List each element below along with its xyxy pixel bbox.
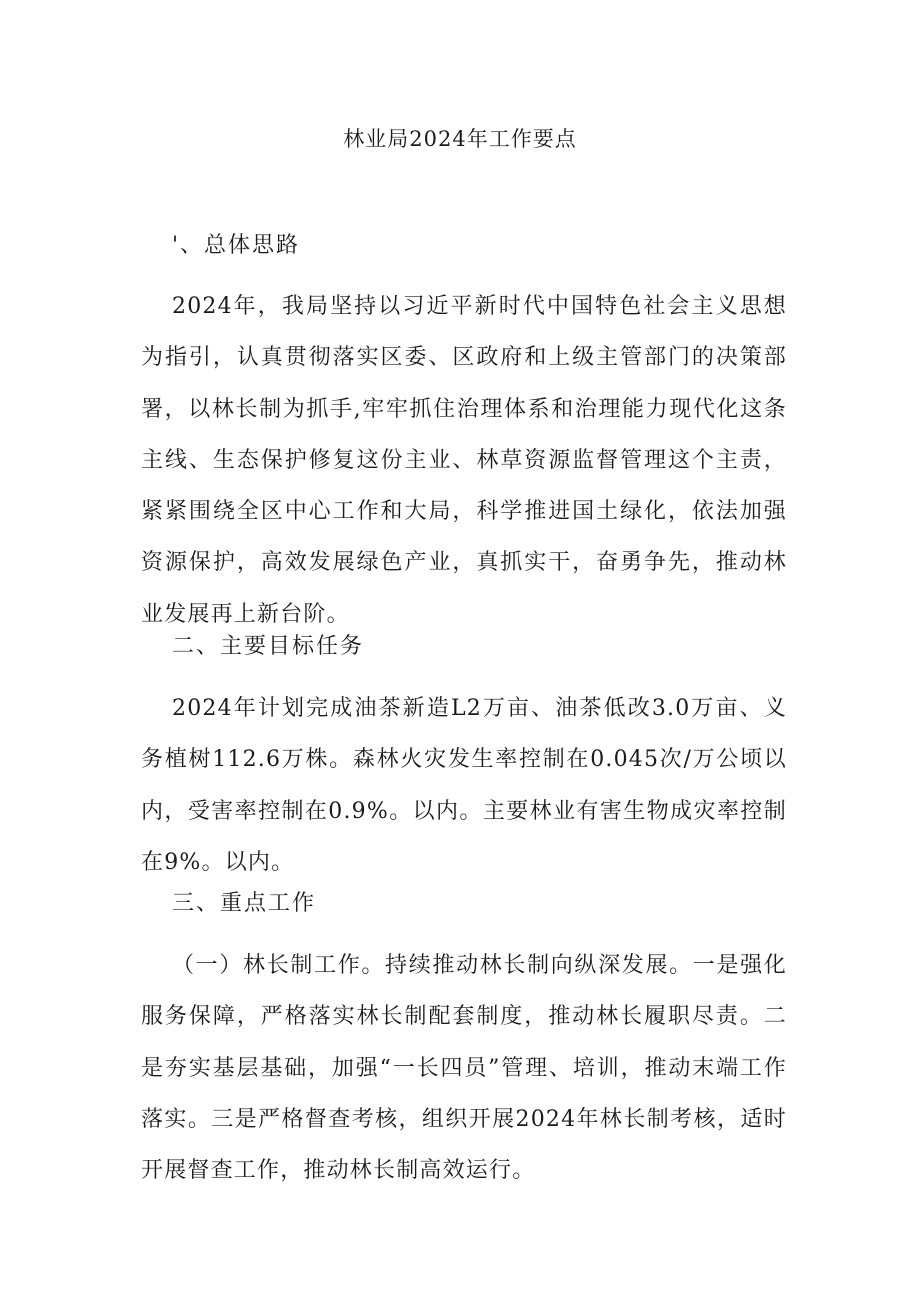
section-heading-goals: 二、主要目标任务	[172, 634, 365, 659]
section-paragraph-overall: 2024年，我局坚持以习近平新时代中国特色社会主义思想为指引，认真贯彻落实区委、区政府和上级主管部门的决策部署，以林长制为抓手,牢牢抓住治理体系和治理能力现代化这条主线、生态保护修复这份主业、林草资源监督管理这个主责，紧紧围绕全区中心工作和大局，科学推进国土绿化，依法加强资源保护，高效发展绿色产业，真抓实干，奋勇争先，推动林业发展再上新台阶。	[141, 294, 787, 627]
document-title: 林业局2024年工作要点	[343, 127, 577, 151]
section-paragraph-key-work: （一）林长制工作。持续推动林长制向纵深发展。一是强化服务保障，严格落实林长制配套制度，推动林长履职尽责。二是夯实基层基础，加强“一长四员”管理、培训，推动末端工作落实。三是严格督查考核，组织开展2024年林长制考核，适时开展督查工作，推动林长制高效运行。	[141, 953, 787, 1184]
section-heading-overall: '、总体思路	[172, 233, 301, 258]
section-paragraph-goals: 2024年计划完成油茶新造L2万亩、油茶低改3.0万亩、义务植树112.6万株。森林火灾发生率控制在0.045次/万公顷以内，受害率控制在0.9%。以内。主要林业有害生物成灾率控制在9%。以内。	[141, 696, 787, 875]
section-heading-key-work: 三、重点工作	[172, 891, 317, 916]
